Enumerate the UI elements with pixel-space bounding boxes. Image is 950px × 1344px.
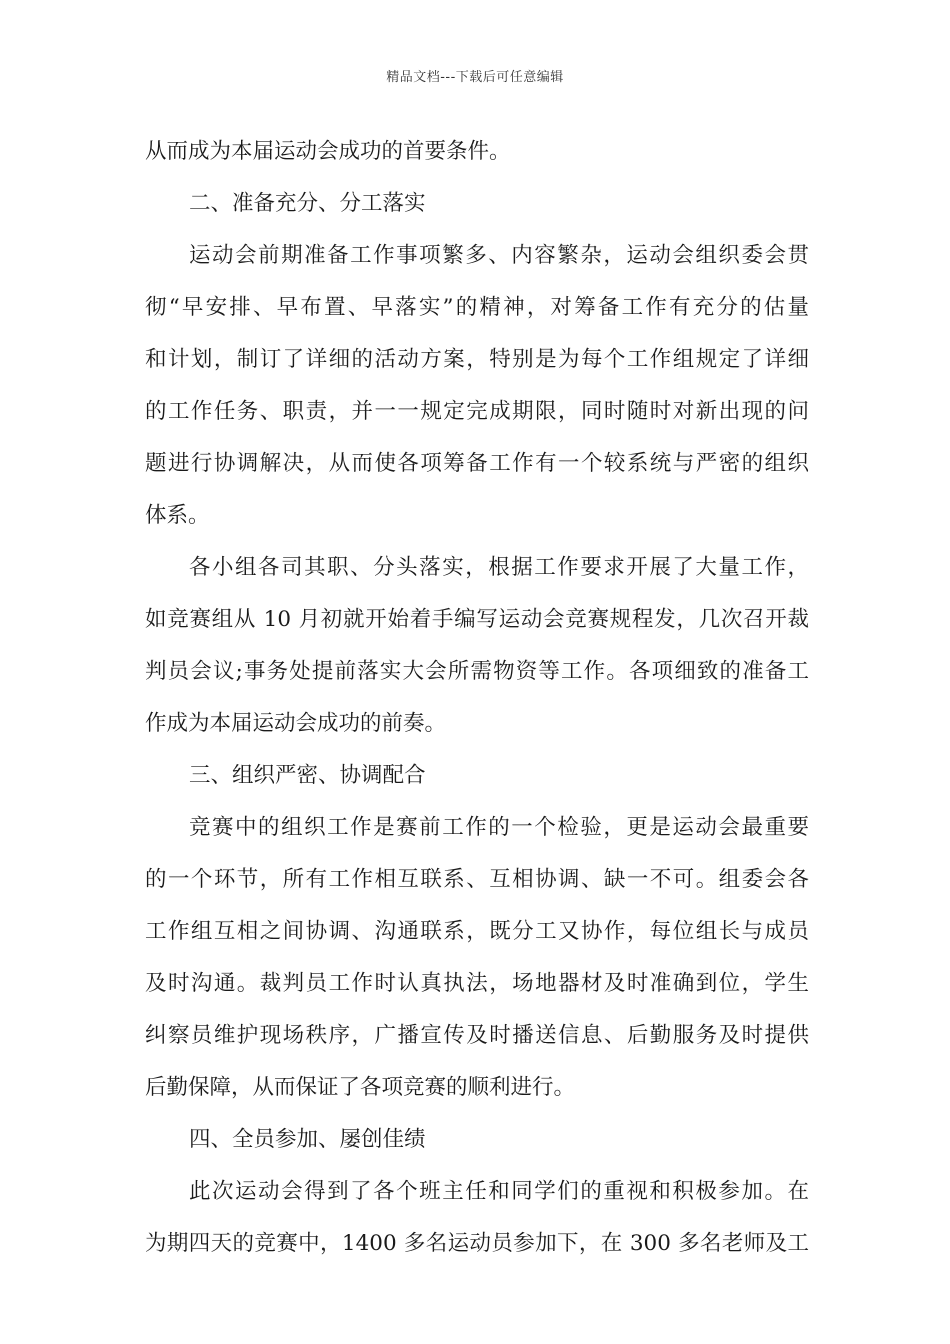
text-line: 此次运动会得到了各个班主任和同学们的重视和积极参加。在: [189, 1179, 809, 1204]
text-line: 体系。: [145, 503, 210, 528]
text-line: 的一个环节，所有工作相互联系、互相协调、缺一不可。组委会各: [145, 867, 809, 892]
text-line: 从而成为本届运动会成功的首要条件。: [145, 139, 511, 164]
text-line: 题进行协调解决，从而使各项筹备工作有一个较系统与严密的组织: [145, 451, 809, 476]
document-body: [145, 126, 809, 1270]
text-line: 工作组互相之间协调、沟通联系，既分工又协作，每位组长与成员: [145, 919, 809, 944]
text-line: 后勤保障，从而保证了各项竞赛的顺利进行。: [145, 1075, 576, 1100]
text-line: 竞赛中的组织工作是赛前工作的一个检验，更是运动会最重要: [189, 815, 809, 840]
text-line: 二、准备充分、分工落实: [189, 191, 426, 216]
text-line: 四、全员参加、屡创佳绩: [189, 1127, 426, 1152]
text-line: 及时沟通。裁判员工作时认真执法，场地器材及时准确到位，学生: [145, 971, 809, 996]
text-line: 运动会前期准备工作事项繁多、内容繁杂，运动会组织委会贯: [189, 243, 809, 268]
text-line: 三、组织严密、协调配合: [189, 763, 426, 788]
text-line: 纠察员维护现场秩序，广播宣传及时播送信息、后勤服务及时提供: [145, 1023, 809, 1048]
text-line: 作成为本届运动会成功的前奏。: [145, 711, 447, 736]
page-header: 精品文档---下载后可任意编辑: [386, 70, 564, 85]
text-line: 判员会议;事务处提前落实大会所需物资等工作。各项细致的准备工: [145, 659, 809, 684]
text-line: 的工作任务、职责，并一一规定完成期限，同时随时对新出现的问: [145, 399, 809, 424]
text-line: 各小组各司其职、分头落实，根据工作要求开展了大量工作，: [189, 555, 809, 580]
text-line: 彻“早安排、早布置、早落实”的精神，对筹备工作有充分的估量: [145, 295, 809, 320]
text-line: 如竞赛组从 10 月初就开始着手编写运动会竞赛规程发，几次召开裁: [145, 607, 809, 632]
text-line: 为期四天的竞赛中，1400 多名运动员参加下，在 300 多名老师及工: [145, 1231, 809, 1256]
text-line: 和计划，制订了详细的活动方案，特别是为每个工作组规定了详细: [145, 347, 809, 372]
